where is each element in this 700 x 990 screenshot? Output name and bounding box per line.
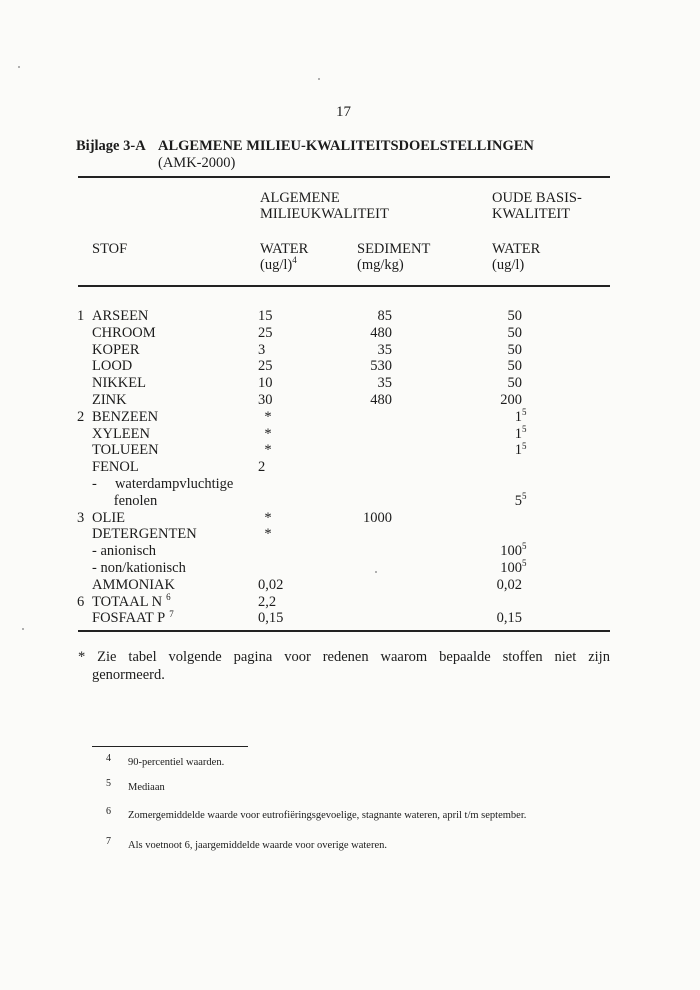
stof-name: ARSEEN [92,308,149,324]
note-line-2: genormeerd. [92,667,165,683]
row-stof [92,543,156,560]
row-sediment-value: 35 [377,375,392,392]
amk-header-line-1: ALGEMENE [260,190,340,206]
scan-speck [22,628,24,630]
row-obk-value: $1^5$ [514,423,527,442]
amk-header-line-2: MILIEUKWALITEIT [260,206,389,222]
appendix-label: Bijlage 3-A [76,138,146,154]
row-obk-value: $1^5$ [514,406,527,425]
sediment-unit: (mg/kg) [357,257,404,273]
footnote-text: Mediaan [128,782,165,793]
footnote-separator [92,746,248,747]
stof-name: OLIE [92,509,126,526]
stof-name: DETERGENTEN [92,526,197,543]
obk-header-line-2: KWALITEIT [492,206,571,222]
sediment-label: SEDIMENT [357,241,431,257]
obk-number: 1 [514,408,522,425]
obk-number: 5 [514,492,522,509]
water-unit-footnote-ref: 4 [292,255,297,266]
row-obk-value: $100^5$ [500,558,527,576]
row-obk-value [484,358,528,375]
footnote-text: Als voetnoot 6, jaargemiddelde waarde voor overige wateren. [128,840,388,851]
row-water-value: 25 [258,324,273,341]
note-line-1 [78,648,610,666]
row-water-value: 2 [258,459,266,476]
row-stof [92,325,156,342]
stof-name: - anionisch [92,543,157,560]
row-water-value: * [264,425,272,442]
stof-footnote-ref: 6 [166,591,171,602]
scan-speck [375,571,377,573]
row-stof [92,358,132,375]
footnote-number: 5 [106,778,111,789]
row-obk-value [484,375,528,392]
water-label: WATER [260,241,309,257]
stof-name: XYLEEN [92,425,150,442]
row-stof [92,591,171,611]
obk-number: 0,02 [496,576,522,593]
row-stof [92,342,140,359]
column-header-stof: STOF [92,241,128,257]
obk-number: 200 [500,392,522,408]
note-word: redenen [322,649,369,665]
footnote-text: 90-percentiel waarden. [128,757,225,768]
note-word: niet [554,649,577,665]
stof-name: TOTAAL N [92,593,163,610]
note-word: stoffen [502,649,543,665]
row-sediment-value: 35 [377,341,392,358]
obk-number: 1 [514,425,522,442]
row-obk-value: $100^5$ [500,541,527,560]
table-top-rule [78,176,610,178]
stof-name: CHROOM [92,324,156,341]
row-water-value: 10 [258,375,273,392]
scan-speck [18,66,20,68]
stof-name: TOLUEEN [92,442,159,459]
row-obk-value [484,308,528,325]
row-sediment-value: 85 [377,308,392,324]
obk-number: 50 [507,358,522,375]
stof-footnote-ref: 7 [169,608,174,619]
row-water-value: 25 [258,358,273,375]
column-header-water [260,241,308,273]
row-obk-value: $5^5$ [514,490,527,509]
obk-number: 50 [507,324,522,341]
note-word: volgende [168,649,222,665]
row-water-value: 15 [258,308,273,324]
stof-name: ZINK [92,392,127,408]
note-word: pagina [233,649,273,665]
obk-number: 100 [500,560,522,576]
row-sediment-value: 530 [370,358,392,375]
obk-water-label: WATER [492,241,541,257]
row-stof [92,409,158,426]
row-stof [92,426,150,443]
row-stof [92,493,157,510]
page-number: 17 [336,104,351,120]
row-obk-value: $1^5$ [514,440,527,459]
note-word: waarom [380,649,428,665]
row-stof [92,577,175,594]
row-stof [92,375,146,392]
obk-number: 50 [507,341,522,358]
obk-number: 50 [507,308,522,324]
row-stof [92,442,159,459]
stof-name: FENOL [92,459,139,476]
footnote-text: Zomergemiddelde waarde voor eutrofiëringsgevoelige, stagnante wateren, april t/m september. [128,810,527,821]
obk-water-unit: (ug/l) [492,257,525,273]
row-stof [92,560,186,577]
note-word: voor [284,649,311,665]
note-marker: * [78,649,86,665]
row-water-value: 3 [258,341,266,358]
obk-number: 0,15 [496,610,522,627]
obk-number: 1 [514,442,522,459]
row-sediment-value: 480 [370,392,392,408]
footnote-number: 7 [106,836,111,847]
column-header-sediment [357,241,430,273]
table-bottom-rule [78,630,610,632]
row-obk-value [484,610,528,627]
table-header-rule [78,285,610,287]
row-stof [92,459,139,476]
stof-name: AMMONIAK [92,576,175,593]
obk-number: 50 [507,375,522,392]
row-water-value: 0,15 [258,610,284,627]
note-word: zijn [588,649,610,665]
stof-name: FOSFAAT P [92,610,166,627]
note-word: Zie [97,649,117,665]
water-unit: $(ug/l)^4$ [260,255,297,273]
row-water-value: * [264,408,272,425]
row-stof [92,392,127,409]
scan-speck [318,78,320,80]
footnote-number: 6 [106,806,111,817]
row-group-number: 2 [77,408,85,425]
row-obk-value [484,577,528,594]
stof-name: LOOD [92,358,133,375]
row-stof [92,308,148,325]
stof-name: - waterdampvluchtige [92,476,234,492]
stof-name: BENZEEN [92,408,159,425]
row-obk-value [484,325,528,342]
stof-name: fenolen [92,492,158,509]
note-word: tabel [128,649,157,665]
obk-header-line-1: OUDE BASIS- [492,190,582,206]
row-stof [92,526,197,543]
row-obk-value [484,342,528,359]
row-water-value: 0,02 [258,576,284,593]
row-water-value: * [264,442,272,459]
column-header-obk-water [492,241,540,273]
amk-group-header [260,190,389,222]
stof-name: NIKKEL [92,375,146,392]
row-group-number: 1 [77,308,85,324]
appendix-title: ALGEMENE MILIEU-KWALITEITSDOELSTELLINGEN [158,138,534,154]
obk-group-header [492,190,582,222]
obk-number: 100 [500,543,522,560]
row-sediment-value: 480 [370,324,392,341]
row-group-number: 6 [77,593,85,610]
table-note [78,648,610,684]
row-water-value: 2,2 [258,593,277,610]
row-sediment-value: 1000 [363,509,392,526]
row-water-value: 30 [258,392,273,408]
row-stof [92,476,233,493]
stof-name: KOPER [92,341,140,358]
note-word: bepaalde [439,649,491,665]
appendix-subtitle: (AMK-2000) [158,155,236,171]
row-water-value: * [264,526,272,543]
footnote-number: 4 [106,753,111,764]
stof-name: - non/kationisch [92,560,186,576]
row-stof [92,510,125,527]
row-group-number: 3 [77,509,85,526]
row-water-value: * [264,509,272,526]
row-stof [92,610,174,627]
